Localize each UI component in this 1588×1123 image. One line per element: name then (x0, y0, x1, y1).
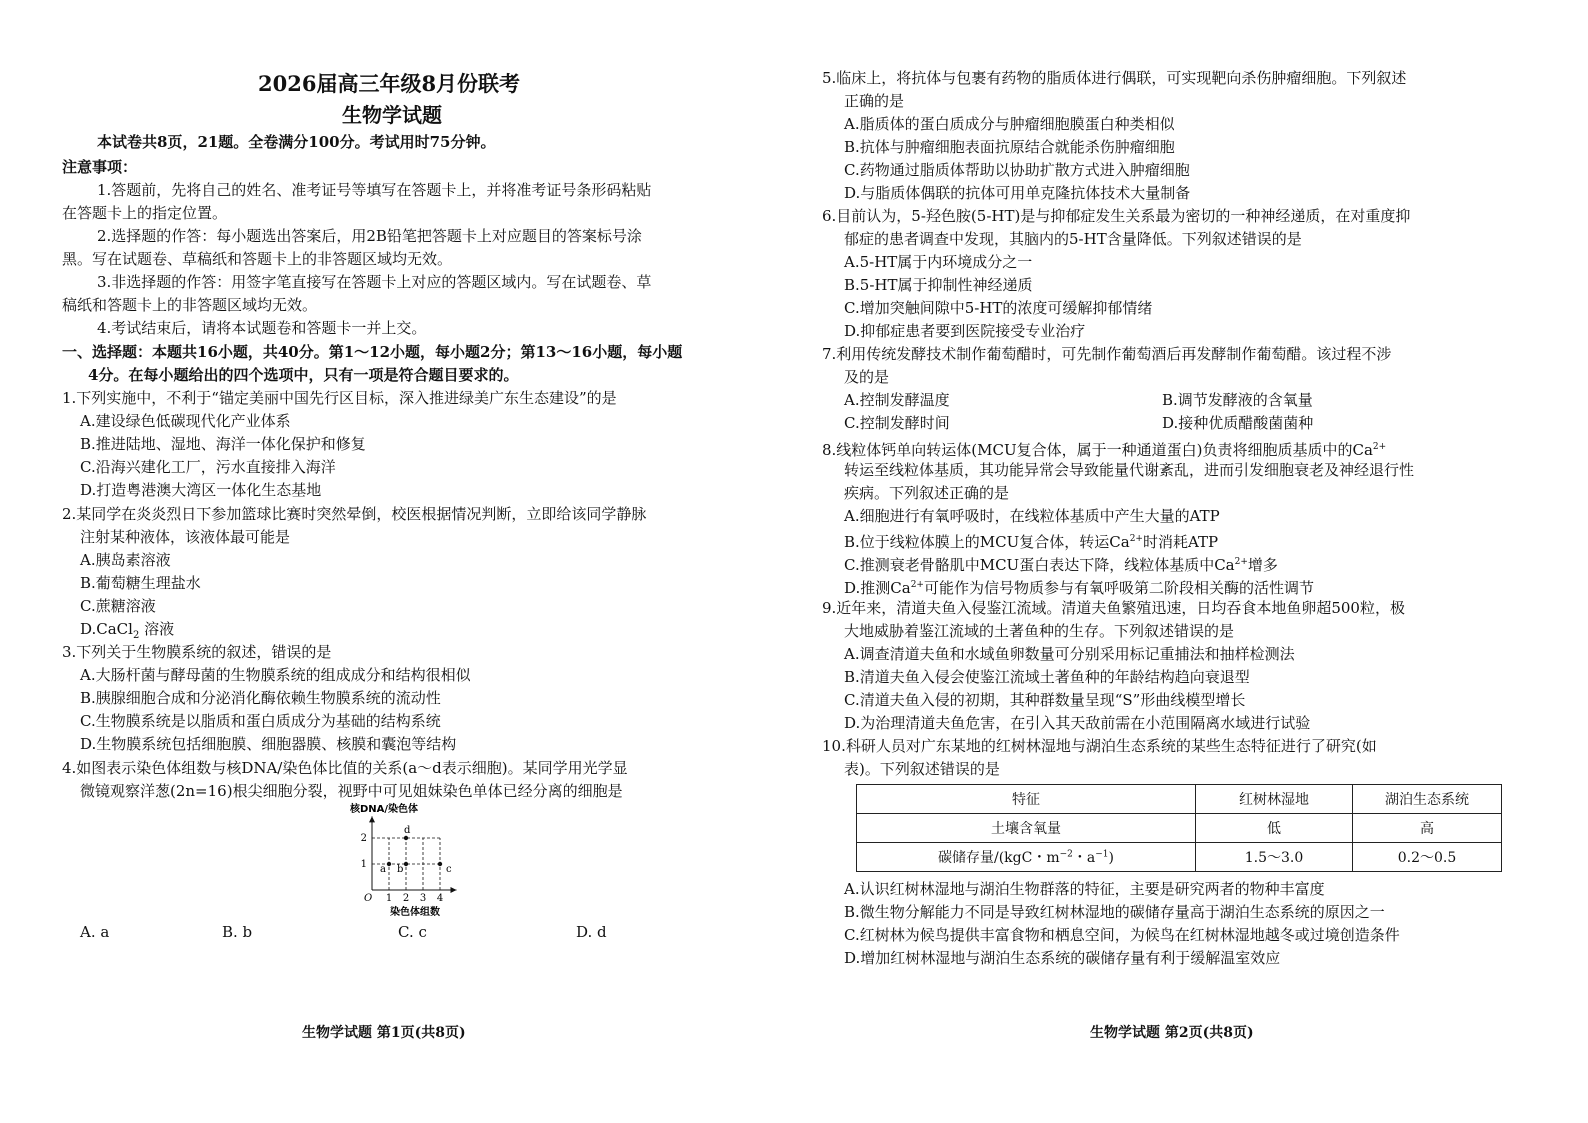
q6-option-c: C.增加突触间隙中5-HT的浓度可缓解抑郁情绪 (844, 299, 1153, 317)
q7-option-a: A.控制发酵温度 (844, 391, 950, 409)
x-tick-label: 4 (436, 893, 444, 904)
section-1-line1: 一、选择题：本题共16小题，共40分。第1～12小题，每小题2分；第13～16小题，每小题 (62, 343, 683, 361)
question-8-line1: 8.线粒体钙单向转运体(MCU复合体，属于一种通道蛋白)负责将细胞质基质中的$Ca^{2+}$ (822, 441, 1387, 459)
question-2-line1: 2.某同学在炎炎烈日下参加篮球比赛时突然晕倒，校医根据情况判断，立即给该同学静脉 (62, 505, 647, 523)
page-1-footer: 生物学试题 第1页(共8页) (302, 1025, 466, 1041)
subject-title: 生物学试题 (342, 103, 442, 127)
data-point-d (404, 836, 408, 840)
question-10-line2: 表)。下列叙述错误的是 (844, 760, 1000, 778)
data-point-b (404, 862, 408, 866)
q5-option-d: D.与脂质体偶联的抗体可用单克隆抗体技术大量制备 (844, 184, 1191, 202)
q5-option-c: C.药物通过脂质体帮助以协助扩散方式进入肿瘤细胞 (844, 161, 1190, 179)
notice-2-line2: 黑。写在试题卷、草稿纸和答题卡上的非答题区域均无效。 (62, 250, 453, 268)
data-point-a (387, 862, 391, 866)
q4-chart (330, 800, 500, 925)
notice-title: 注意事项： (62, 158, 138, 176)
x-tick-label: 3 (419, 893, 427, 904)
question-4-line1: 4.如图表示染色体组数与核DNA/染色体比值的关系(a～d表示细胞)。某同学用光学显 (62, 759, 628, 777)
q2-option-a: A.胰岛素溶液 (80, 551, 171, 569)
table-header-cell: 特征 (857, 785, 1196, 814)
q2-option-c: C.蔗糖溶液 (80, 597, 156, 615)
q7-option-d: D.接种优质醋酸菌菌种 (1162, 414, 1314, 432)
question-4-line2: 微镜观察洋葱(2n=16)根尖细胞分裂，视野中可见姐妹染色单体已经分离的细胞是 (80, 782, 623, 800)
q8-option-c: C.推测衰老骨骼肌中MCU蛋白表达下降，线粒体基质中$Ca^{2+}$增多 (844, 556, 1278, 574)
q4-option-d: D. d (576, 923, 607, 941)
y-tick-label: 2 (360, 833, 367, 844)
x-axis-arrow (451, 887, 457, 893)
question-8-line2: 转运至线粒体基质，其功能异常会导致能量代谢紊乱，进而引发细胞衰老及神经退行性 (844, 461, 1415, 479)
notice-2-line1: 2.选择题的作答：每小题选出答案后，用2B铅笔把答题卡上对应题目的答案标号涂 (97, 227, 642, 245)
q1-option-c: C.沿海兴建化工厂，污水直接排入海洋 (80, 458, 336, 476)
q8-option-b: B.位于线粒体膜上的MCU复合体，转运$Ca^{2+}$时消耗ATP (844, 533, 1219, 551)
q9-option-c: C.清道夫鱼入侵的初期，其种群数量呈现“S”形曲线模型增长 (844, 691, 1246, 709)
origin-label: O (364, 893, 373, 904)
table-header-cell: 红树林湿地 (1196, 785, 1353, 814)
q3-option-b: B.胰腺细胞合成和分泌消化酶依赖生物膜系统的流动性 (80, 689, 441, 707)
data-label-c: c (446, 864, 452, 875)
q1-option-b: B.推进陆地、湿地、海洋一体化保护和修复 (80, 435, 366, 453)
notice-1-line1: 1.答题前，先将自己的姓名、准考证号等填写在答题卡上，并将准考证号条形码粘贴 (97, 181, 652, 199)
q7-option-b: B.调节发酵液的含氧量 (1162, 391, 1313, 409)
question-5-line1: 5.临床上，将抗体与包裹有药物的脂质体进行偶联，可实现靶向杀伤肿瘤细胞。下列叙述 (822, 69, 1407, 87)
q10-table (856, 784, 1502, 872)
q1-option-a: A.建设绿色低碳现代化产业体系 (80, 412, 291, 430)
section-1-line2: 4分。在每小题给出的四个选项中，只有一项是符合题目要求的。 (88, 366, 519, 384)
table-header-row (857, 785, 1502, 814)
q3-option-a: A.大肠杆菌与酵母菌的生物膜系统的组成成分和结构很相似 (80, 666, 471, 684)
table-cell: 碳储存量/(kgC・$m^{-2}$・$a^{-1}$) (857, 843, 1196, 872)
table-cell: 土壤含氧量 (857, 814, 1196, 843)
question-6-line2: 郁症的患者调查中发现，其脑内的5-HT含量降低。下列叙述错误的是 (844, 230, 1302, 248)
q9-option-a: A.调查清道夫鱼和水域鱼卵数量可分别采用标记重捕法和抽样检测法 (844, 645, 1295, 663)
data-point-c (438, 862, 442, 866)
q2-option-d: D.CaCl$_2$ 溶液 (80, 620, 175, 641)
y-tick-label: 1 (360, 859, 367, 870)
table-cell: 低 (1196, 814, 1353, 843)
q2-option-b: B.葡萄糖生理盐水 (80, 574, 201, 592)
notice-4: 4.考试结束后，请将本试题卷和答题卡一并上交。 (97, 319, 427, 337)
q1-option-d: D.打造粤港澳大湾区一体化生态基地 (80, 481, 322, 499)
q9-option-b: B.清道夫鱼入侵会使鉴江流域土著鱼种的年龄结构趋向衰退型 (844, 668, 1250, 686)
x-tick-label: 2 (402, 893, 410, 904)
y-axis-label: 核DNA/染色体 (350, 804, 419, 815)
question-8-line3: 疾病。下列叙述正确的是 (844, 484, 1010, 502)
q4-option-a: A. a (80, 923, 110, 941)
table-header-cell: 湖泊生态系统 (1353, 785, 1502, 814)
x-tick-label: 1 (385, 893, 393, 904)
question-7-line1: 7.利用传统发酵技术制作葡萄醋时，可先制作葡萄酒后再发酵制作葡萄醋。该过程不涉 (822, 345, 1392, 363)
question-6-line1: 6.目前认为，5-羟色胺(5-HT)是与抑郁症发生关系最为密切的一种神经递质，在对重度抑 (822, 207, 1411, 225)
table-cell: 1.5～3.0 (1196, 843, 1353, 872)
q10-option-b: B.微生物分解能力不同是导致红树林湿地的碳储存量高于湖泊生态系统的原因之一 (844, 903, 1385, 921)
question-7-line2: 及的是 (844, 368, 890, 386)
exam-title: 2026届高三年级8月份联考 (258, 71, 521, 96)
question-9-line1: 9.近年来，清道夫鱼入侵鉴江流域。清道夫鱼繁殖迅速，日均吞食本地鱼卵超500粒，极 (822, 599, 1405, 617)
table-cell: 高 (1353, 814, 1502, 843)
q4-option-b: B. b (222, 923, 253, 941)
exam-intro: 本试卷共8页，21题。全卷满分100分。考试用时75分钟。 (97, 133, 496, 151)
q10-option-c: C.红树林为候鸟提供丰富食物和栖息空间，为候鸟在红树林湿地越冬或过境创造条件 (844, 926, 1400, 944)
notice-1-line2: 在答题卡上的指定位置。 (62, 204, 228, 222)
question-10-line1: 10.科研人员对广东某地的红树林湿地与湖泊生态系统的某些生态特征进行了研究(如 (822, 737, 1377, 755)
notice-3-line2: 稿纸和答题卡上的非答题区域均无效。 (62, 296, 318, 314)
q7-option-c: C.控制发酵时间 (844, 414, 950, 432)
q6-option-b: B.5-HT属于抑制性神经递质 (844, 276, 1033, 294)
q6-option-d: D.抑郁症患者要到医院接受专业治疗 (844, 322, 1086, 340)
q3-option-c: C.生物膜系统是以脂质和蛋白质成分为基础的结构系统 (80, 712, 441, 730)
table-row (857, 843, 1502, 872)
question-9-line2: 大地威胁着鉴江流域的土著鱼种的生存。下列叙述错误的是 (844, 622, 1235, 640)
question-3: 3.下列关于生物膜系统的叙述，错误的是 (62, 643, 332, 661)
q8-option-a: A.细胞进行有氧呼吸时，在线粒体基质中产生大量的ATP (844, 507, 1220, 525)
question-5-line2: 正确的是 (844, 92, 905, 110)
q8-option-d: D.推测$Ca^{2+}$可能作为信号物质参与有氧呼吸第二阶段相关酶的活性调节 (844, 579, 1314, 597)
notice-3-line1: 3.非选择题的作答：用签字笔直接写在答题卡上对应的答题区域内。写在试题卷、草 (97, 273, 652, 291)
q4-option-c: C. c (398, 923, 427, 941)
data-label-b: b (397, 864, 404, 875)
q10-option-d: D.增加红树林湿地与湖泊生态系统的碳储存量有利于缓解温室效应 (844, 949, 1281, 967)
data-label-a: a (380, 864, 386, 875)
table-cell: 0.2～0.5 (1353, 843, 1502, 872)
q5-option-b: B.抗体与肿瘤细胞表面抗原结合就能杀伤肿瘤细胞 (844, 138, 1175, 156)
q3-option-d: D.生物膜系统包括细胞膜、细胞器膜、核膜和囊泡等结构 (80, 735, 457, 753)
y-axis-arrow (369, 816, 375, 822)
q5-option-a: A.脂质体的蛋白质成分与肿瘤细胞膜蛋白种类相似 (844, 115, 1175, 133)
q6-option-a: A.5-HT属于内环境成分之一 (844, 253, 1033, 271)
page-2-footer: 生物学试题 第2页(共8页) (1090, 1025, 1254, 1041)
question-2-line2: 注射某种液体，该液体最可能是 (80, 528, 291, 546)
data-label-d: d (404, 825, 411, 836)
q10-option-a: A.认识红树林湿地与湖泊生物群落的特征，主要是研究两者的物种丰富度 (844, 880, 1325, 898)
question-1: 1.下列实施中，不利于“锚定美丽中国先行区目标，深入推进绿美广东生态建设”的是 (62, 389, 617, 407)
x-axis-label: 染色体组数 (390, 907, 440, 918)
q9-option-d: D.为治理清道夫鱼危害，在引入其天敌前需在小范围隔离水域进行试验 (844, 714, 1311, 732)
table-row (857, 814, 1502, 843)
